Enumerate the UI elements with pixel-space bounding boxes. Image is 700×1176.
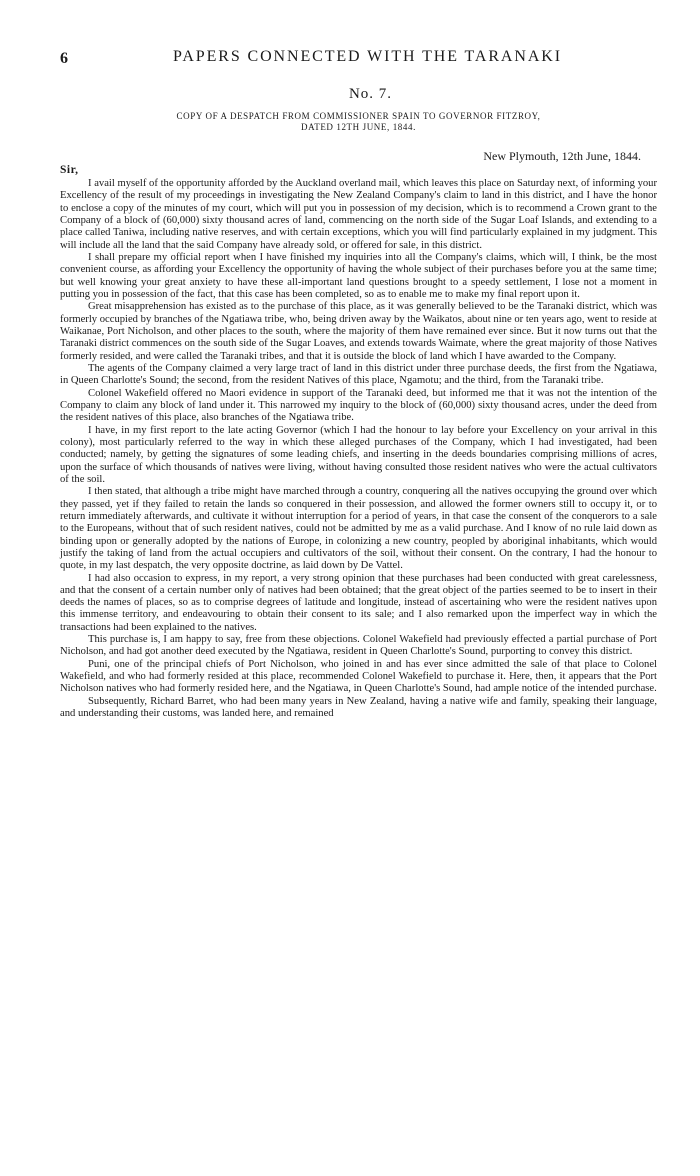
paragraph: I have, in my first report to the late acting Governor (which I had the honour to lay before your Excellency on your arrival in this colony), most particularly referred to the way in which these alleged purchases of the Company, which I had investigated, had been conducted; namely, by getting the signatures of some leading chiefs, and inserting in the deeds boundaries comprising millions of acres, upon the surface of which thousands of natives were living, without having consulted those resident natives who were the actual cultivators of the soil. [60,424,657,485]
paragraph: Subsequently, Richard Barret, who had been many years in New Zealand, having a native wife and family, speaking their language, and understanding their customs, was landed here, and remained [60,695,657,720]
running-head [60,48,657,70]
paragraph: This purchase is, I am happy to say, free from these objections. Colonel Wakefield had previously effected a partial purchase of Port Nicholson, and had got another deed executed by the Ngatiawa, resident in Queen Charlotte's Sound, purporting to convey this district. [60,634,657,658]
document-page [60,48,657,720]
despatch-heading [60,111,657,133]
salutation: Sir, [60,164,79,176]
heading-line: COPY OF A DESPATCH FROM COMMISSIONER SPAIN TO GOVERNOR FITZROY, [176,111,541,121]
page-number: 6 [60,50,68,67]
paragraph: Puni, one of the principal chiefs of Port Nicholson, who joined in and has ever since admitted the sale of that place to Colonel Wakefield, and who had formerly resided at this place, recommended Colonel Wakefield to purchase it. Here, then, it appears that the Port Nicholson natives who had formerly resided here, and the Ngatiawa, in Queen Charlotte's Sound, had ample notice of the intended purchase. [60,658,657,695]
paragraph: Great misapprehension has existed as to the purchase of this place, as it was generally believed to be the Taranaki district, which was formerly occupied by branches of the Ngatiawa tribe, who, being driven away by the Waikatos, about nine or ten years ago, went to reside at Waikanae, Port Nicholson, and other places to the south, where the majority of them have remained ever since. But it now turns out that the Taranaki district commences on the south side of the Sugar Loaves, and extends towards Waimate, where the great majority of those Natives formerly resided, and were called the Taranaki tribes, and that it is outside the block of land which I have awarded to the Company. [60,301,657,362]
letter-body [60,178,657,720]
heading-line: DATED 12TH JUNE, 1844. [301,122,416,132]
paragraph: I avail myself of the opportunity afforded by the Auckland overland mail, which leaves this place on Saturday next, of informing your Excellency of the result of my proceedings in investigating the New Zealand Company's claim to land in this district, and I have the honor to enclose a copy of the minutes of my court, which will put you in possession of my decision, which is to recommend a Crown grant to the Company of a block of (60,000) sixty thousand acres of land, commencing on the north side of the Sugar Loaf Islands, and extending to a place called Taniwa, including native reserves, and with certain exceptions, which you will find particularly explained in my judgment. This will include all the land that the said Company have already sold, or offered for sale, in this district. [60,178,657,251]
running-title: PAPERS CONNECTED WITH THE TARANAKI [173,48,562,65]
document-number: No. 7. [348,86,393,102]
paragraph: I had also occasion to express, in my report, a very strong opinion that these purchases had been conducted with great carelessness, and that the consent of a certain number only of natives had been obtained; that the great object of the parties seemed to be to insert in their deeds the names of places, so as to comprise degrees of latitude and longitude, instead of ascertaining who were the resident natives upon this immense territory, and endeavouring to obtain their consent to its sale; and I also remarked upon the imperfect way in which the transactions had been explained to the natives. [60,572,657,633]
paragraph: I shall prepare my official report when I have finished my inquiries into all the Company's claims, which will, I think, be the most convenient course, as affording your Excellency the opportunity of having the whole subject of their purchases before you at the same time; but well knowing your great anxiety to have these all-important land questions brought to a speedy settlement, I lose not a moment in putting you in possession of the fact, that this case has been completed, so as to enable me to make my final report upon it. [60,251,657,300]
dateline: New Plymouth, 12th June, 1844. [483,149,641,163]
paragraph: I then stated, that although a tribe might have marched through a country, conquering all the natives occupying the ground over which they passed, yet if they failed to retain the lands so conquered in their possession, and allowed the former owners still to occupy it, or to return immediately afterwards, and cultivate it without interruption for a period of years, in that case the consent of the conquerors to a sale to the Europeans, without that of such resident natives, could not be admitted by me as a valid purchase. And I know of no rule laid down as binding upon or generally adopted by the nations of Europe, in colonizing a new country, peopled by aboriginal inhabitants, which would justify the taking of land from the actual occupiers and cultivators of the soil, without their consent. On the contrary, I had the honour to quote, in my last despatch, the very opposite doctrine, as laid down by De Vattel. [60,486,657,572]
paragraph: Colonel Wakefield offered no Maori evidence in support of the Taranaki deed, but informed me that it was not the intention of the Company to claim any block of land under it. This narrowed my inquiry to the block of (60,000) sixty thousand acres, under the deed from the resident natives of this place, also branches of the Ngatiawa tribe. [60,387,657,424]
paragraph: The agents of the Company claimed a very large tract of land in this district under three purchase deeds, the first from the Ngatiawa, in Queen Charlotte's Sound; the second, from the resident Natives of this place, Ngamotu; and the third, from the Taranaki tribe. [60,362,657,387]
